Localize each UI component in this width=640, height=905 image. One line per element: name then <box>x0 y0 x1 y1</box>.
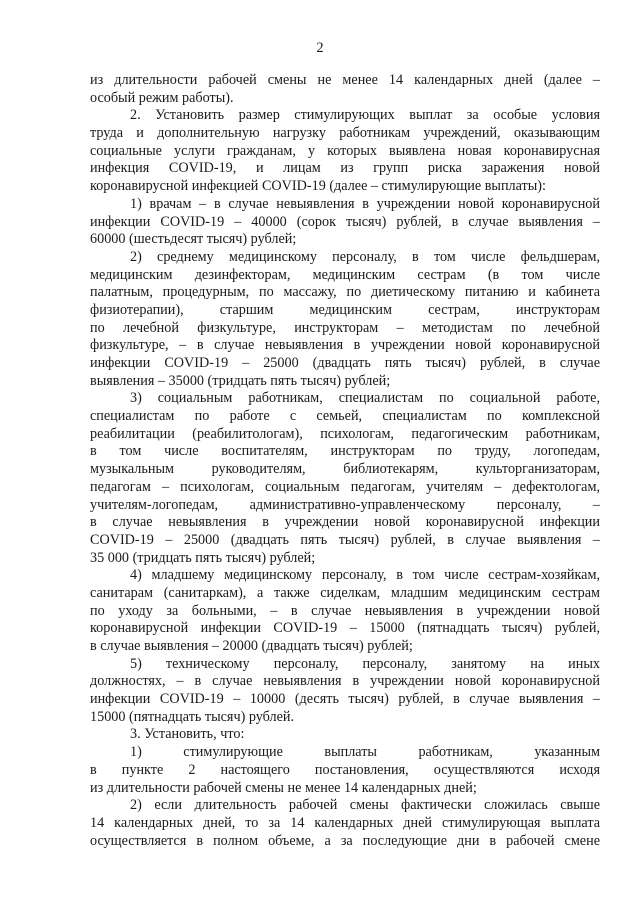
text-line: специалистам по работе с семьей, специалистам по комплексной <box>90 408 600 425</box>
text-line: 3) социальным работникам, специалистам по социальной работе, <box>130 390 600 407</box>
text-line: выявления – 35000 (тридцать пять тысяч) рублей; <box>90 372 391 389</box>
text-line: в случае невыявления в учреждении новой коронавирусной инфекции <box>90 514 600 531</box>
text-line: в том числе воспитателям, инструкторам по труду, логопедам, <box>90 443 600 460</box>
text-line: медицинским дезинфекторам, медицинским сестрам (в том числе <box>90 266 600 283</box>
text-line: 14 календарных дней, то за 14 календарных дней стимулирующая выплата <box>90 814 600 831</box>
text-line: особый режим работы). <box>90 89 234 106</box>
text-line: санитарам (санитаркам), а также сиделкам, младшим медицинским сестрам <box>90 584 600 601</box>
text-line: COVID-19 – 25000 (двадцать пять тысяч) рублей, в случае выявления – <box>90 531 600 548</box>
text-line: в случае выявления – 20000 (двадцать тысяч) рублей; <box>90 638 413 654</box>
text-line: по лечебной физкультуре, инструкторам – методистам по лечебной <box>90 319 600 336</box>
text-line: коронавирусной инфекцией COVID-19 (далее – стимулирующие выплаты): <box>90 178 546 195</box>
text-line: учителям-логопедам, административно-управленческому персоналу, – <box>90 496 600 513</box>
text-line: инфекции COVID-19 – 10000 (десять тысяч) рублей, в случае выявления – <box>90 691 600 708</box>
text-line: 4) младшему медицинскому персоналу, в том числе сестрам-хозяйкам, <box>130 567 600 584</box>
text-line: 2. Установить размер стимулирующих выплат за особые условия <box>130 107 600 124</box>
text-line: в пункте 2 настоящего постановления, осуществляются исходя <box>90 761 600 778</box>
text-line: физиотерапии), старшим медицинским сестрам, инструкторам <box>90 301 600 318</box>
text-line: 2) если длительность рабочей смены фактически сложилась свыше <box>130 797 600 814</box>
text-line: 1) врачам – в случае невыявления в учреждении новой коронавирусной <box>130 195 600 212</box>
text-line: социальные услуги гражданам, у которых выявлена новая коронавирусная <box>90 142 600 159</box>
text-line: музыкальным руководителям, библиотекарям, культорганизаторам, <box>90 461 600 478</box>
text-line: 35 000 (тридцать пять тысяч) рублей; <box>90 549 316 566</box>
text-line: реабилитации (реабилитологам), психологам, педагогическим работникам, <box>90 425 600 442</box>
text-line: 15000 (пятнадцать тысяч) рублей. <box>90 708 295 725</box>
text-line: осуществляется в полном объеме, а за последующие дни в рабочей смене <box>90 832 600 849</box>
text-line: по уходу за больными, – в случае невыявления в учреждении новой <box>90 602 600 619</box>
text-line: коронавирусной инфекции COVID-19 – 15000 (пятнадцать тысяч) рублей, <box>90 620 600 637</box>
text-line: труда и дополнительную нагрузку работникам учреждений, оказывающим <box>90 125 600 142</box>
text-line: 2) среднему медицинскому персоналу, в том числе фельдшерам, <box>130 248 600 265</box>
text-line: 60000 (шестьдесят тысяч) рублей; <box>90 231 297 248</box>
text-line: из длительности рабочей смены не менее 14 календарных дней (далее – <box>90 72 600 88</box>
text-line: педагогам – психологам, социальным педагогам, учителям – дефектологам, <box>90 478 600 495</box>
document-body <box>90 72 600 850</box>
page-number: 2 <box>316 40 324 56</box>
text-line: инфекции COVID-19 – 25000 (двадцать пять тысяч) рублей, в случае <box>90 355 600 371</box>
text-line: 3. Установить, что: <box>130 726 245 743</box>
text-line: инфекции COVID-19 – 40000 (сорок тысяч) рублей, в случае выявления – <box>90 213 600 230</box>
text-line: инфекция COVID-19, и лицам из групп риска заражения новой <box>90 160 600 177</box>
text-line: 1) стимулирующие выплаты работникам, указанным <box>130 744 600 761</box>
text-line: из длительности рабочей смены не менее 14 календарных дней; <box>90 779 477 796</box>
text-line: 5) техническому персоналу, персоналу, занятому на иных <box>130 655 600 672</box>
text-line: должностях, – в случае невыявления в учреждении новой коронавирусной <box>90 673 600 690</box>
text-line: палатным, процедурным, по массажу, по диетическому питанию и кабинета <box>90 284 600 301</box>
text-line: физкультуре, – в случае невыявления в учреждении новой коронавирусной <box>90 337 600 354</box>
